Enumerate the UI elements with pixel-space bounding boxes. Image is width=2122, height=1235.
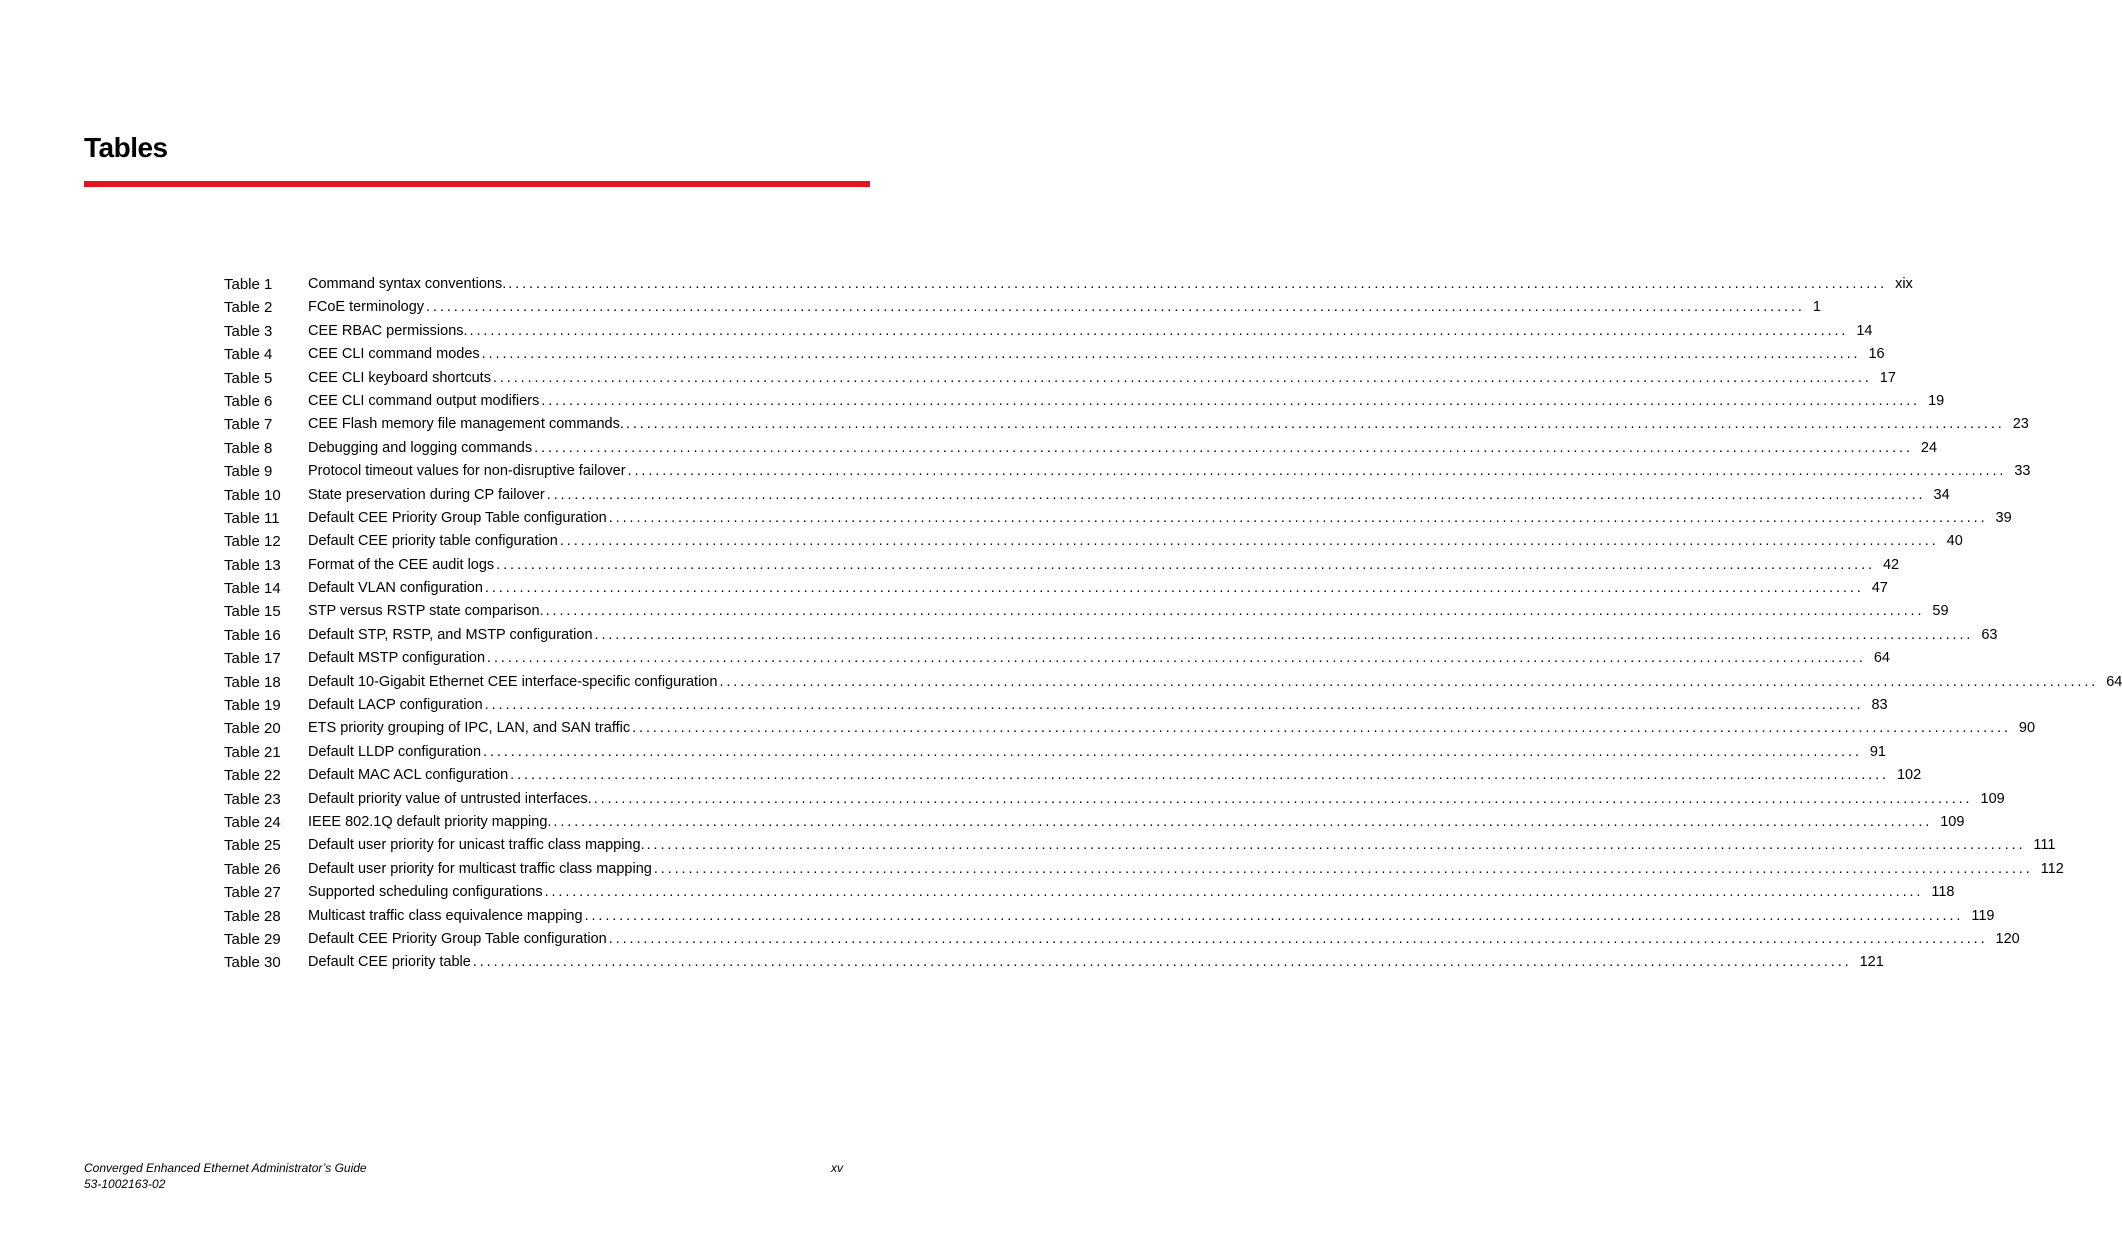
toc-entry[interactable] xyxy=(224,554,1900,577)
toc-entry-line xyxy=(308,577,1888,600)
footer-doc-title: Converged Enhanced Ethernet Administrator’s Guide xyxy=(84,1161,367,1175)
toc-entry-page: 59 xyxy=(1932,603,1949,620)
toc-entry[interactable] xyxy=(224,577,1888,600)
toc-entry[interactable] xyxy=(224,881,1955,904)
toc-dot-leader: ....................................................................................................................................................................................................... xyxy=(546,486,1926,503)
toc-entry-page: 90 xyxy=(2018,720,2036,737)
toc-entry-label: Table 18 xyxy=(224,673,281,691)
toc-dot-leader: ....................................................................................................................................................................................................... xyxy=(484,697,1864,714)
toc-entry-label: Table 3 xyxy=(224,322,273,340)
toc-entry-label: Table 25 xyxy=(224,837,281,855)
toc-entry-description: CEE CLI command modes xyxy=(308,346,480,363)
toc-entry-description: Debugging and logging commands xyxy=(308,439,533,456)
toc-dot-leader: ....................................................................................................................................................................................................... xyxy=(559,533,1939,550)
toc-entry-label: Table 29 xyxy=(224,930,281,948)
toc-dot-leader: ....................................................................................................................................................................................................... xyxy=(632,720,2011,737)
toc-entry-description: CEE Flash memory file management commands. xyxy=(308,416,624,433)
toc-entry[interactable] xyxy=(224,273,1913,296)
toc-entry-description: IEEE 802.1Q default priority mapping. xyxy=(308,813,552,830)
toc-dot-leader: ....................................................................................................................................................................................................... xyxy=(481,346,1861,363)
toc-entry-line xyxy=(308,390,1945,413)
toc-entry[interactable] xyxy=(224,413,2029,436)
page-title: Tables xyxy=(84,132,168,163)
toc-entry[interactable] xyxy=(224,788,2005,811)
toc-entry-label: Table 1 xyxy=(224,276,273,293)
toc-entry-label: Table 30 xyxy=(224,954,281,972)
toc-entry-label: Table 26 xyxy=(224,860,281,878)
toc-entry-line xyxy=(308,343,1885,366)
toc-entry[interactable] xyxy=(224,390,1945,413)
toc-dot-leader: ....................................................................................................................................................................................................... xyxy=(627,463,2007,480)
toc-dot-leader: ....................................................................................................................................................................................................... xyxy=(469,322,1849,339)
toc-entry-page: 102 xyxy=(1896,767,1922,784)
toc-entry-label: Table 11 xyxy=(224,509,280,527)
toc-entry-line xyxy=(308,905,1995,928)
toc-entry-description: Default user priority for unicast traffic class mapping. xyxy=(308,837,645,854)
toc-entry[interactable] xyxy=(224,484,1950,507)
toc-dot-leader: ....................................................................................................................................................................................................... xyxy=(593,790,1973,807)
toc-entry-line xyxy=(308,717,2036,740)
toc-entry-page: 39 xyxy=(1995,509,2012,526)
toc-entry-page: 64 xyxy=(1873,650,1890,667)
toc-entry-line xyxy=(308,507,2012,530)
toc-entry-label: Table 24 xyxy=(224,813,281,831)
toc-entry-line xyxy=(308,671,2122,694)
toc-entry[interactable] xyxy=(224,741,1886,764)
toc-entry-line xyxy=(308,928,2020,951)
toc-entry-description: Default 10-Gigabit Ethernet CEE interface-specific configuration xyxy=(308,673,718,690)
toc-entry-label: Table 8 xyxy=(224,439,273,457)
toc-entry-line xyxy=(308,600,1949,623)
toc-entry-line xyxy=(308,367,1896,390)
toc-entry-description: Default CEE Priority Group Table configuration xyxy=(308,930,607,947)
toc-entry-label: Table 5 xyxy=(224,369,273,387)
toc-entry-description: Default priority value of untrusted interfaces. xyxy=(308,790,592,807)
toc-entry-page: 42 xyxy=(1882,556,1900,573)
toc-entry-page: 119 xyxy=(1971,907,1995,924)
title-rule xyxy=(84,181,870,187)
toc-entry-page: 111 xyxy=(2033,837,2056,854)
toc-entry[interactable] xyxy=(224,507,2012,530)
toc-entry-page: 121 xyxy=(1859,954,1884,971)
toc-entry-line xyxy=(308,858,2064,881)
toc-dot-leader: ....................................................................................................................................................................................................... xyxy=(544,884,1924,901)
toc-entry[interactable] xyxy=(224,460,2031,483)
toc-dot-leader: ....................................................................................................................................................................................................... xyxy=(653,860,2033,877)
toc-dot-leader: ....................................................................................................................................................................................................... xyxy=(508,276,1888,292)
toc-entry-page: 14 xyxy=(1856,322,1873,339)
toc-entry-page: 1 xyxy=(1812,299,1821,316)
toc-entry-label: Table 14 xyxy=(224,580,281,598)
toc-entry-label: Table 19 xyxy=(224,697,281,715)
toc-entry[interactable] xyxy=(224,647,1890,670)
toc-entry-line xyxy=(308,647,1890,670)
toc-entry-label: Table 16 xyxy=(224,626,281,644)
toc-entry-line xyxy=(308,296,1821,319)
toc-entry-page: 63 xyxy=(1981,626,1998,643)
toc-entry-page: 118 xyxy=(1931,884,1955,901)
toc-dot-leader: ....................................................................................................................................................................................................... xyxy=(646,837,2026,854)
toc-entry-page: 40 xyxy=(1946,533,1963,550)
toc-dot-leader: ....................................................................................................................................................................................................... xyxy=(608,930,1988,947)
toc-entry-description: Default STP, RSTP, and MSTP configuration xyxy=(308,626,593,643)
toc-entry-description: Default CEE priority table xyxy=(308,954,471,971)
toc-entry-line xyxy=(308,951,1884,974)
toc-entry-description: Format of the CEE audit logs xyxy=(308,556,495,573)
toc-entry-description: Default user priority for multicast traffic class mapping xyxy=(308,860,652,877)
toc-entry-description: ETS priority grouping of IPC, LAN, and SAN traffic xyxy=(308,720,631,737)
toc-dot-leader: ....................................................................................................................................................................................................... xyxy=(545,603,1925,620)
toc-entry-line xyxy=(308,881,1955,904)
footer-page-number: xv xyxy=(831,1161,843,1175)
toc-dot-leader: ....................................................................................................................................................................................................... xyxy=(487,650,1866,667)
toc-entry-label: Table 4 xyxy=(224,346,273,364)
toc-entry-label: Table 27 xyxy=(224,884,281,902)
toc-entry[interactable] xyxy=(224,834,2056,857)
toc-entry-description: Multicast traffic class equivalence mapping xyxy=(308,907,583,924)
toc-entry[interactable] xyxy=(224,296,1821,319)
toc-entry-page: 33 xyxy=(2014,463,2031,480)
toc-entry-page: 23 xyxy=(2012,416,2029,433)
toc-entry[interactable] xyxy=(224,343,1885,366)
toc-entry-label: Table 2 xyxy=(224,299,273,317)
toc-entry-description: FCoE terminology xyxy=(308,299,425,316)
toc-entry-page: 120 xyxy=(1995,930,2020,947)
toc-entry[interactable] xyxy=(224,671,2122,694)
toc-entry[interactable] xyxy=(224,905,1995,928)
toc-entry-line xyxy=(308,530,1963,553)
toc-entry[interactable] xyxy=(224,320,1873,343)
toc-entry[interactable] xyxy=(224,530,1963,553)
toc-entry-line xyxy=(308,460,2031,483)
toc-dot-leader: ....................................................................................................................................................................................................... xyxy=(594,626,1974,643)
toc-entry-description: Default VLAN configuration xyxy=(308,580,483,597)
toc-entry-line xyxy=(308,788,2005,811)
toc-dot-leader: ....................................................................................................................................................................................................... xyxy=(719,673,2099,690)
toc-entry-description: Protocol timeout values for non-disruptive failover xyxy=(308,463,626,480)
toc-entry[interactable] xyxy=(224,928,2020,951)
toc-entry-line xyxy=(308,694,1888,717)
toc-entry[interactable] xyxy=(224,951,1884,974)
toc-entry-label: Table 9 xyxy=(224,463,273,481)
toc-entry-line xyxy=(308,273,1913,296)
toc-entry-line xyxy=(308,741,1886,764)
toc-entry-description: Command syntax conventions. xyxy=(308,276,507,292)
toc-entry-description: CEE CLI command output modifiers xyxy=(308,392,540,409)
footer-doc-number: 53-1002163-02 xyxy=(84,1177,166,1191)
toc-entry-line xyxy=(308,413,2029,436)
table-of-tables-list xyxy=(224,273,2122,975)
toc-entry-page: 91 xyxy=(1869,743,1886,760)
toc-entry-line xyxy=(308,437,1938,460)
toc-entry-page: 24 xyxy=(1920,439,1938,456)
toc-entry-label: Table 17 xyxy=(224,650,281,668)
toc-entry-label: Table 23 xyxy=(224,790,281,808)
toc-dot-leader: ....................................................................................................................................................................................................... xyxy=(472,954,1852,971)
toc-entry-page: 83 xyxy=(1871,697,1888,714)
toc-entry-description: Default MSTP configuration xyxy=(308,650,486,667)
toc-entry-line xyxy=(308,764,1922,787)
toc-entry[interactable] xyxy=(224,858,2064,881)
toc-dot-leader: ....................................................................................................................................................................................................... xyxy=(483,743,1862,760)
toc-dot-leader: ....................................................................................................................................................................................................... xyxy=(553,813,1933,830)
toc-dot-leader: ....................................................................................................................................................................................................... xyxy=(426,299,1805,316)
toc-entry-label: Table 10 xyxy=(224,486,281,504)
toc-entry-description: Supported scheduling configurations xyxy=(308,884,543,901)
toc-entry-description: CEE CLI keyboard shortcuts xyxy=(308,369,491,386)
toc-entry-line xyxy=(308,320,1873,343)
toc-entry-label: Table 13 xyxy=(224,556,281,574)
toc-entry[interactable] xyxy=(224,764,1922,787)
toc-entry[interactable] xyxy=(224,811,1965,834)
toc-entry-label: Table 15 xyxy=(224,603,281,621)
toc-dot-leader: ....................................................................................................................................................................................................... xyxy=(534,439,1913,456)
toc-entry-description: Default MAC ACL configuration xyxy=(308,767,509,784)
toc-entry-page: 47 xyxy=(1871,580,1888,597)
toc-entry-page: 16 xyxy=(1868,346,1885,363)
toc-entry-page: 109 xyxy=(1980,790,2005,807)
toc-entry-page: 64 xyxy=(2106,673,2122,690)
toc-dot-leader: ....................................................................................................................................................................................................... xyxy=(496,556,1875,573)
toc-entry-description: Default LLDP configuration xyxy=(308,743,482,760)
toc-entry[interactable] xyxy=(224,624,1998,647)
toc-entry-line xyxy=(308,834,2056,857)
toc-entry-label: Table 20 xyxy=(224,720,281,738)
toc-entry-page: xix xyxy=(1895,276,1913,292)
toc-entry[interactable] xyxy=(224,437,1938,460)
toc-dot-leader: ....................................................................................................................................................................................................... xyxy=(492,369,1872,386)
toc-entry-label: Table 6 xyxy=(224,392,273,410)
toc-entry-page: 34 xyxy=(1933,486,1950,503)
toc-entry-page: 17 xyxy=(1879,369,1896,386)
toc-entry[interactable] xyxy=(224,717,2036,740)
toc-entry-description: Default CEE Priority Group Table configuration xyxy=(308,509,607,526)
toc-entry-label: Table 7 xyxy=(224,416,273,434)
toc-dot-leader: ....................................................................................................................................................................................................... xyxy=(584,907,1964,924)
toc-entry-description: STP versus RSTP state comparison. xyxy=(308,603,544,620)
toc-entry-label: Table 21 xyxy=(224,743,281,761)
toc-entry-description: State preservation during CP failover xyxy=(308,486,545,503)
toc-entry[interactable] xyxy=(224,694,1888,717)
toc-entry-line xyxy=(308,484,1950,507)
toc-entry[interactable] xyxy=(224,600,1949,623)
toc-entry-line xyxy=(308,811,1965,834)
toc-entry[interactable] xyxy=(224,367,1896,390)
toc-dot-leader: ....................................................................................................................................................................................................... xyxy=(625,416,2005,433)
toc-entry-page: 19 xyxy=(1928,392,1945,409)
toc-dot-leader: ....................................................................................................................................................................................................... xyxy=(608,509,1988,526)
toc-entry-description: Default CEE priority table configuration xyxy=(308,533,558,550)
toc-dot-leader: ....................................................................................................................................................................................................... xyxy=(510,767,1889,784)
toc-entry-line xyxy=(308,554,1900,577)
toc-entry-page: 112 xyxy=(2040,860,2064,877)
toc-entry-label: Table 22 xyxy=(224,767,281,785)
toc-dot-leader: ....................................................................................................................................................................................................... xyxy=(484,580,1864,597)
toc-entry-line xyxy=(308,624,1998,647)
toc-entry-label: Table 28 xyxy=(224,907,281,925)
toc-entry-label: Table 12 xyxy=(224,533,281,551)
toc-entry-description: Default LACP configuration xyxy=(308,697,483,714)
toc-dot-leader: ....................................................................................................................................................................................................... xyxy=(541,392,1921,409)
toc-entry-description: CEE RBAC permissions. xyxy=(308,322,468,339)
toc-entry-page: 109 xyxy=(1940,813,1965,830)
